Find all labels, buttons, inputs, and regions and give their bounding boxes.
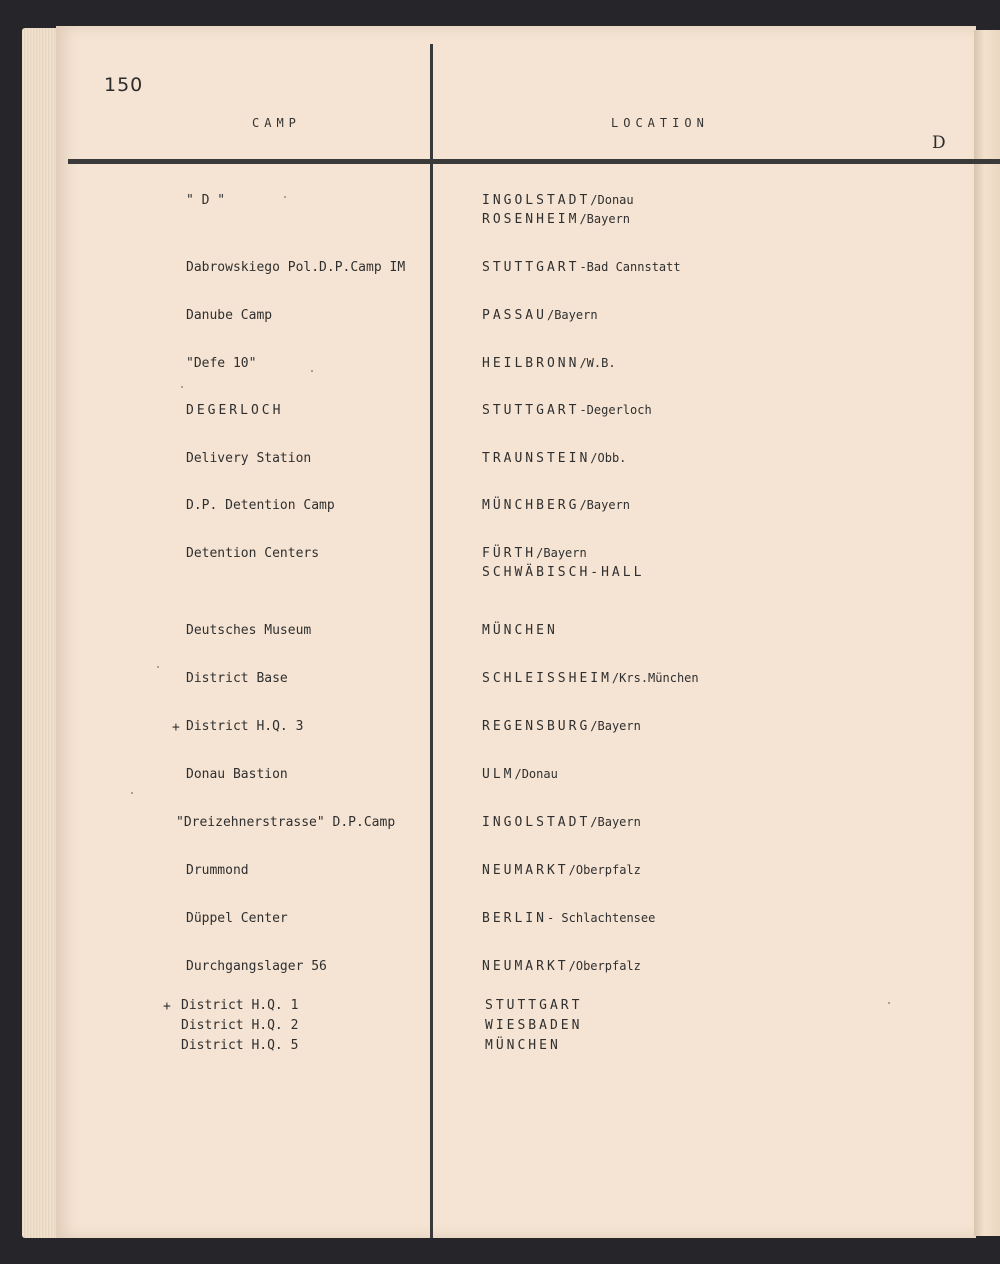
location-suffix: /Donau xyxy=(514,767,558,781)
location-suffix: /Bayern xyxy=(579,498,631,512)
location-suffix: /Obb. xyxy=(590,451,627,465)
location-suffix: /Bayern xyxy=(579,212,631,226)
location-cell xyxy=(482,669,962,688)
location-cell xyxy=(485,1016,965,1035)
location-city: STUTTGART xyxy=(485,998,583,1013)
paper-speck xyxy=(157,666,159,668)
location-suffix: - Schlachtensee xyxy=(546,911,656,925)
location-cell xyxy=(482,717,962,736)
camp-name: District H.Q. 2 xyxy=(181,1018,299,1033)
camp-name: Delivery Station xyxy=(186,451,312,466)
location-city: STUTTGART xyxy=(482,260,580,275)
location-city: NEUMARKT xyxy=(482,959,569,974)
location-cell xyxy=(482,449,962,468)
location-cell xyxy=(482,496,962,515)
location-city: REGENSBURG xyxy=(482,719,591,734)
location-suffix: /Donau xyxy=(590,193,634,207)
location-suffix: /Oberpfalz xyxy=(568,959,641,973)
camp-name: " D " xyxy=(186,193,226,208)
camp-name: Detention Centers xyxy=(186,546,320,561)
location-cell xyxy=(482,813,962,832)
location-city: INGOLSTADT xyxy=(482,193,591,208)
paper-speck xyxy=(181,386,183,388)
plus-mark: + xyxy=(163,999,171,1014)
camp-name: Durchgangslager 56 xyxy=(186,959,327,974)
camp-name: Danube Camp xyxy=(186,308,273,323)
camp-column-header: CAMP xyxy=(252,116,301,130)
location-city: STUTTGART xyxy=(482,403,580,418)
location-cell xyxy=(485,996,965,1015)
location-suffix: -Degerloch xyxy=(579,403,652,417)
location-suffix: /Krs.München xyxy=(611,671,699,685)
location-cell xyxy=(482,861,962,880)
location-city: ROSENHEIM xyxy=(482,212,580,227)
location-city: SCHWÄBISCH-HALL xyxy=(482,565,645,580)
location-city: MÜNCHEN xyxy=(482,623,558,638)
camp-name: D.P. Detention Camp xyxy=(186,498,335,513)
location-city: TRAUNSTEIN xyxy=(482,451,591,466)
paper-speck xyxy=(888,1002,890,1004)
location-cell xyxy=(482,258,962,277)
location-suffix: -Bad Cannstatt xyxy=(579,260,681,274)
location-cell xyxy=(482,544,962,582)
location-cell xyxy=(482,957,962,976)
camp-name: District H.Q. 1 xyxy=(181,998,299,1013)
paper-speck xyxy=(131,792,133,794)
location-cell xyxy=(482,191,962,229)
location-city: WIESBADEN xyxy=(485,1018,583,1033)
camp-name: District H.Q. 5 xyxy=(181,1038,299,1053)
column-divider xyxy=(430,44,433,1238)
location-cell xyxy=(482,306,962,325)
location-city: FÜRTH xyxy=(482,546,537,561)
location-city: NEUMARKT xyxy=(482,863,569,878)
location-cell xyxy=(482,354,962,373)
location-suffix: /Bayern xyxy=(590,815,641,829)
camp-name: "Dreizehnerstrasse" D.P.Camp xyxy=(176,815,396,830)
camp-name: "Defe 10" xyxy=(186,356,257,371)
location-city: INGOLSTADT xyxy=(482,815,591,830)
paper-speck xyxy=(284,196,286,198)
location-cell xyxy=(482,765,962,784)
camp-name: District Base xyxy=(186,671,288,686)
location-cell xyxy=(482,621,962,640)
location-city: PASSAU xyxy=(482,308,547,323)
location-city: MÜNCHBERG xyxy=(482,498,580,513)
camp-name: Deutsches Museum xyxy=(186,623,312,638)
location-cell xyxy=(485,1036,965,1055)
location-city: SCHLEISSHEIM xyxy=(482,671,612,686)
location-city: BERLIN xyxy=(482,911,547,926)
camp-name: Düppel Center xyxy=(186,911,288,926)
location-cell xyxy=(482,909,962,928)
next-page-edge xyxy=(974,30,1000,1236)
location-suffix: /Bayern xyxy=(590,719,641,733)
camp-name: District H.Q. 3 xyxy=(186,719,304,734)
location-suffix: /W.B. xyxy=(579,356,616,370)
page-number: 150 xyxy=(104,74,144,96)
camp-name: Dabrowskiego Pol.D.P.Camp IM xyxy=(186,260,406,275)
paper-speck xyxy=(311,370,313,372)
camp-name: DEGERLOCH xyxy=(186,403,284,418)
location-suffix: /Oberpfalz xyxy=(568,863,641,877)
header-rule xyxy=(68,159,1000,164)
location-city: MÜNCHEN xyxy=(485,1038,561,1053)
location-city: HEILBRONN xyxy=(482,356,580,371)
location-suffix: /Bayern xyxy=(536,546,587,560)
plus-mark: + xyxy=(172,720,180,735)
camp-name: Donau Bastion xyxy=(186,767,288,782)
camp-name: Drummond xyxy=(186,863,249,878)
location-city: ULM xyxy=(482,767,515,782)
location-cell xyxy=(482,401,962,420)
section-letter-mark: D xyxy=(932,133,946,153)
location-suffix: /Bayern xyxy=(546,308,598,322)
location-column-header: LOCATION xyxy=(611,116,709,130)
